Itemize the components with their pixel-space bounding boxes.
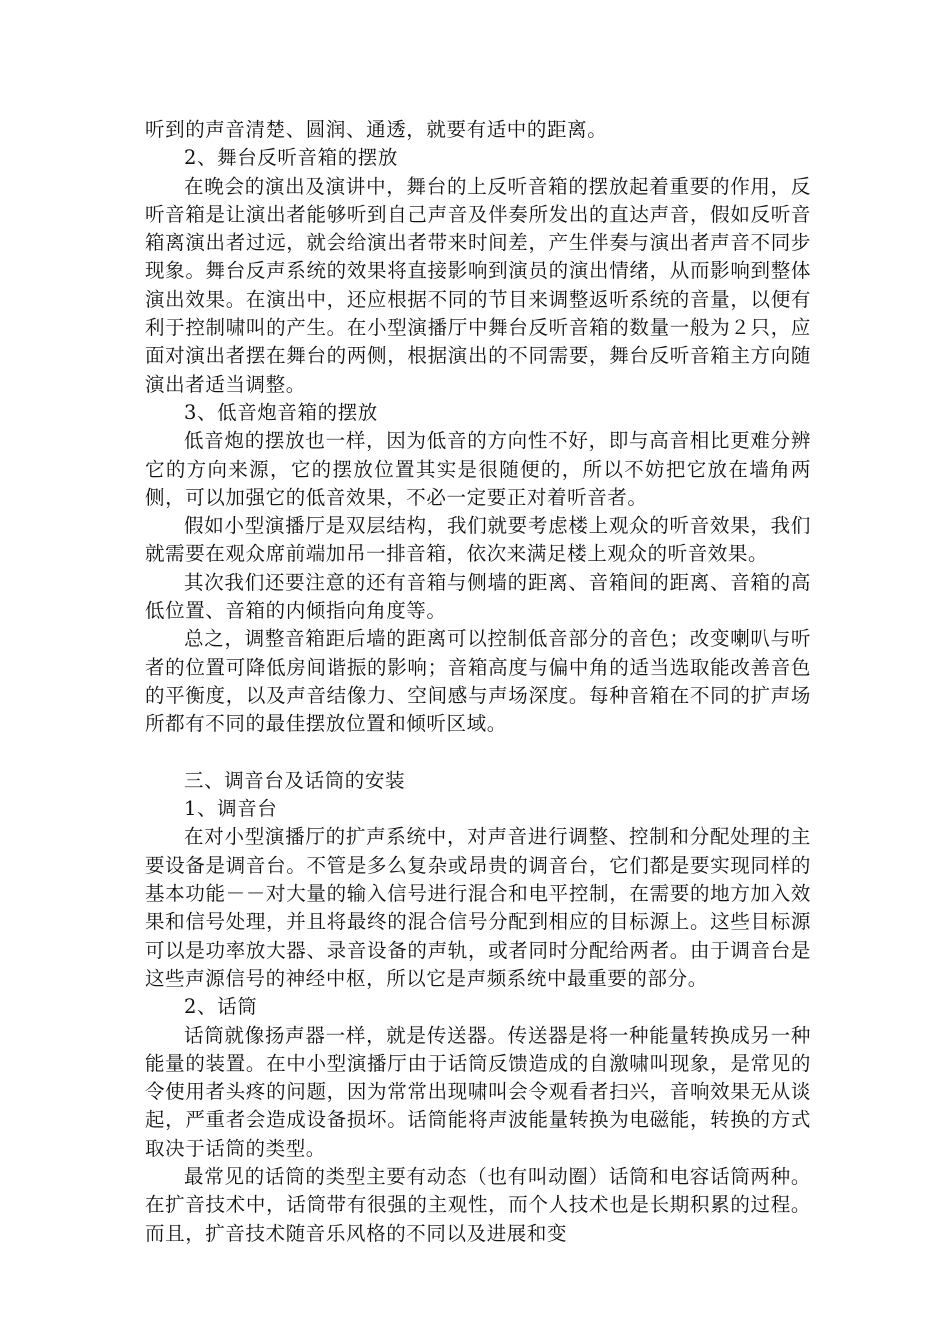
paragraph: 在对小型演播厅的扩声系统中，对声音进行调整、控制和分配处理的主要设备是调音台。不管是多么复杂或昂贵的调音台，它们都是要实现同样的基本功能－－对大量的输入信号进行混合和电平控制，在需要的地方加入效果和信号处理，并且将最终的混合信号分配到相应的目标源上。这些目标源可以是功率放大器、录音设备的声轨，或者同时分配给两者。由于调音台是这些声源信号的神经中枢，所以它是声频系统中最重要的部分。 [145, 825, 811, 990]
paragraph: 在晚会的演出及演讲中，舞台的上反听音箱的摆放起着重要的作用，反听音箱是让演出者能够听到自己声音及伴奏所发出的直达声音，假如反听音箱离演出者过远，就会给演出者带来时间差，产生伴奏与演出者声音不同步现象。舞台反声系统的效果将直接影响到演员的演出情绪，从而影响到整体演出效果。在演出中，还应根据不同的节目来调整返听系统的音量，以便有利于控制啸叫的产生。在小型演播厅中舞台反听音箱的数量一般为２只，应面对演出者摆在舞台的两侧，根据演出的不同需要，舞台反听音箱主方向随演出者适当调整。 [145, 174, 811, 396]
section-heading: 2、话筒 [184, 995, 258, 1019]
paragraph: 低音炮的摆放也一样，因为低音的方向性不好，即与高音相比更难分辨它的方向来源，它的摆放位置其实是很随便的，所以不妨把它放在墙角两侧，可以加强它的低音效果，不必一定要正对着听音者。 [145, 429, 811, 509]
paragraph: 总之，调整音箱距后墙的距离可以控制低音部分的音色；改变喇叭与听者的位置可降低房间谐振的影响；音箱高度与偏中角的适当选取能改善音色的平衡度，以及声音结像力、空间感与声场深度。每种音箱在不同的扩声场所都有不同的最佳摆放位置和倾听区域。 [145, 627, 811, 736]
section-heading: 2、舞台反听音箱的摆放 [184, 146, 399, 170]
document-page [145, 116, 811, 1248]
chapter-heading: 三、调音台及话筒的安装 [184, 768, 406, 792]
paragraph: 听到的声音清楚、圆润、通透，就要有适中的距离。 [145, 118, 608, 141]
paragraph: 假如小型演播厅是双层结构，我们就要考虑楼上观众的听音效果，我们就需要在观众席前端加吊一排音箱，依次来满足楼上观众的听音效果。 [145, 514, 811, 566]
paragraph: 话筒就像扬声器一样，就是传送器。传送器是将一种能量转换成另一种能量的装置。在中小型演播厅由于话筒反馈造成的自激啸叫现象，是常见的令使用者头疼的问题，因为常常出现啸叫会令观看者扫兴，音响效果无从谈起，严重者会造成设备损坏。话筒能将声波能量转换为电磁能，转换的方式取决于话筒的类型。 [145, 1023, 811, 1160]
paragraph: 其次我们还要注意的还有音箱与侧墙的距离、音箱间的距离、音箱的高低位置、音箱的内倾指向角度等。 [145, 570, 811, 623]
section-heading: 1、调音台 [184, 797, 278, 821]
paragraph: 最常见的话筒的类型主要有动态（也有叫动圈）话筒和电容话筒两种。在扩音技术中，话筒带有很强的主观性，而个人技术也是长期积累的过程。而且，扩音技术随音乐风格的不同以及进展和变 [145, 1164, 811, 1245]
section-heading: 3、低音炮音箱的摆放 [184, 400, 378, 424]
blank-line [145, 739, 811, 767]
